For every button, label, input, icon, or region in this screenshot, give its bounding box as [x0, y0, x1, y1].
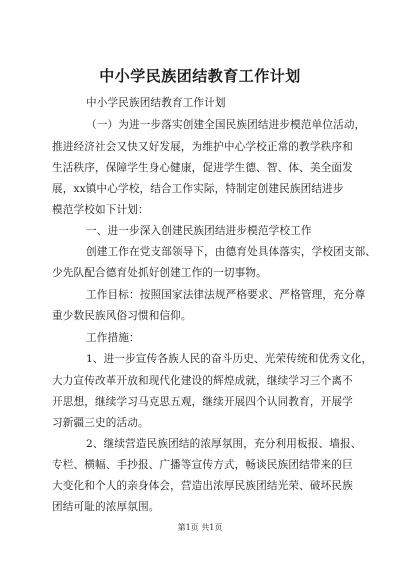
paragraph-line: 展，xx镇中心学校，结合工作实际，特制定创建民族团结进步: [52, 183, 344, 195]
paragraph-line: （一）为进一步落实创建全国民族团结进步模范单位活动，: [86, 119, 366, 131]
paragraph-line: 生活秩序，保障学生身心健康，促进学生德、智、体、美全面发: [52, 162, 353, 174]
paragraph-line: 重少数民族风俗习惯和信仰。: [52, 310, 192, 322]
paragraph-line: 习新疆三史的活动。: [52, 417, 149, 429]
subtitle-line: 中小学民族团结教育工作计划: [86, 97, 226, 109]
paragraph-line: 模范学校如下计划：: [52, 204, 149, 216]
paragraph-line: 专栏、横幅、手抄报、广播等宣传方式，畅谈民族团结带来的巨: [52, 459, 353, 471]
paragraph-line: 少先队配合德育处抓好创建工作的一切事物。: [52, 267, 267, 279]
document-title: 中小学民族团结教育工作计划: [99, 67, 301, 85]
paragraph-line: 开思想，继续学习马克思五观，继续开展四个认同教育，开展学: [52, 396, 353, 408]
paragraph-line: 团结可耻的浓厚氛围。: [52, 501, 160, 513]
section-label: 工作措施：: [86, 332, 140, 344]
paragraph-line: 推进经济社会又快又好发展，为维护中心学校正常的教学秩序和: [52, 141, 353, 153]
paragraph-line: 1、进一步宣传各族人民的奋斗历史、光荣传统和优秀文化，: [86, 353, 373, 365]
paragraph-line: 创建工作在党支部领导下，由德育处具体落实，学校团支部、: [86, 246, 377, 258]
paragraph-line: 大变化和个人的亲身体会，营造出浓厚民族团结光荣、破坏民族: [52, 480, 353, 492]
paragraph-line: 大力宣传改革开放和现代化建设的辉煌成就，继续学习三个离不: [52, 375, 353, 387]
paragraph-line: 工作目标：按照国家法律法规严格要求、严格管理，充分尊: [86, 289, 366, 301]
paragraph-line: 2、继续营造民族团结的浓厚氛围，充分利用板报、墙报、: [86, 438, 362, 450]
page-footer: 第1页 共1页: [177, 523, 223, 532]
section-heading: 一、进一步深入创建民族团结进步模范学校工作: [86, 225, 312, 237]
